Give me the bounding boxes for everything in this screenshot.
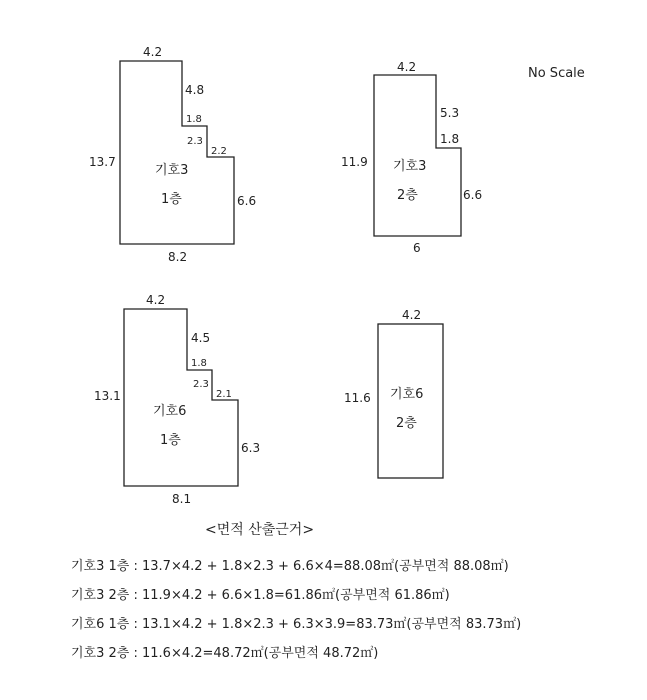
dim-left: 11.9 (341, 155, 368, 169)
dim-bottom: 6 (413, 241, 421, 255)
dim-step3: 2.3 (193, 379, 209, 390)
calc-line-3: 기호6 1층 : 13.1×4.2 + 1.8×2.3 + 6.3×3.9=83.73㎡(공부면적 83.73㎡) (71, 617, 522, 632)
dim-bottom: 8.1 (172, 492, 192, 506)
dim-left: 11.6 (344, 391, 371, 405)
dim-top: 4.2 (146, 293, 166, 307)
plan-shape-4 (344, 308, 443, 478)
outline-2 (374, 75, 461, 236)
dim-step1: 5.3 (440, 106, 460, 120)
dim-bottom: 8.2 (168, 250, 188, 264)
calc-heading: <면적 산출근거> (205, 522, 315, 538)
dim-step2: 1.8 (440, 132, 460, 146)
dim-step4: 2.2 (211, 146, 227, 157)
shape-floor: 1층 (160, 433, 181, 448)
dim-step3: 2.3 (187, 136, 203, 147)
dim-top: 4.2 (143, 45, 163, 59)
shape-name: 기호3 (155, 163, 189, 178)
dim-right: 6.6 (237, 194, 257, 208)
plan-shape-3 (94, 293, 260, 506)
calc-line-2: 기호3 2층 : 11.9×4.2 + 6.6×1.8=61.86㎡(공부면적 61.86㎡) (71, 588, 450, 603)
plan-shape-1 (89, 45, 256, 264)
dim-right: 6.6 (463, 188, 483, 202)
shape-name: 기호3 (393, 159, 427, 174)
dim-step4: 2.1 (216, 389, 232, 400)
shape-floor: 1층 (161, 192, 182, 207)
shape-name: 기호6 (153, 404, 187, 419)
dim-step1: 4.5 (191, 331, 211, 345)
shape-floor: 2층 (396, 416, 417, 431)
dim-top: 4.2 (397, 60, 417, 74)
dim-left: 13.7 (89, 155, 116, 169)
dim-top: 4.2 (402, 308, 422, 322)
shape-name: 기호6 (390, 387, 424, 402)
plan-shape-2 (341, 60, 482, 255)
calc-line-4: 기호3 2층 : 11.6×4.2=48.72㎡(공부면적 48.72㎡) (71, 646, 379, 661)
calc-line-1: 기호3 1층 : 13.7×4.2 + 1.8×2.3 + 6.6×4=88.08㎡(공부면적 88.08㎡) (71, 559, 509, 574)
dim-left: 13.1 (94, 389, 121, 403)
dim-right: 6.3 (241, 441, 261, 455)
dim-step2: 1.8 (186, 114, 202, 125)
dim-step2: 1.8 (191, 358, 207, 369)
shape-floor: 2층 (397, 188, 418, 203)
dim-step1: 4.8 (185, 83, 205, 97)
scale-note: No Scale (528, 66, 585, 81)
